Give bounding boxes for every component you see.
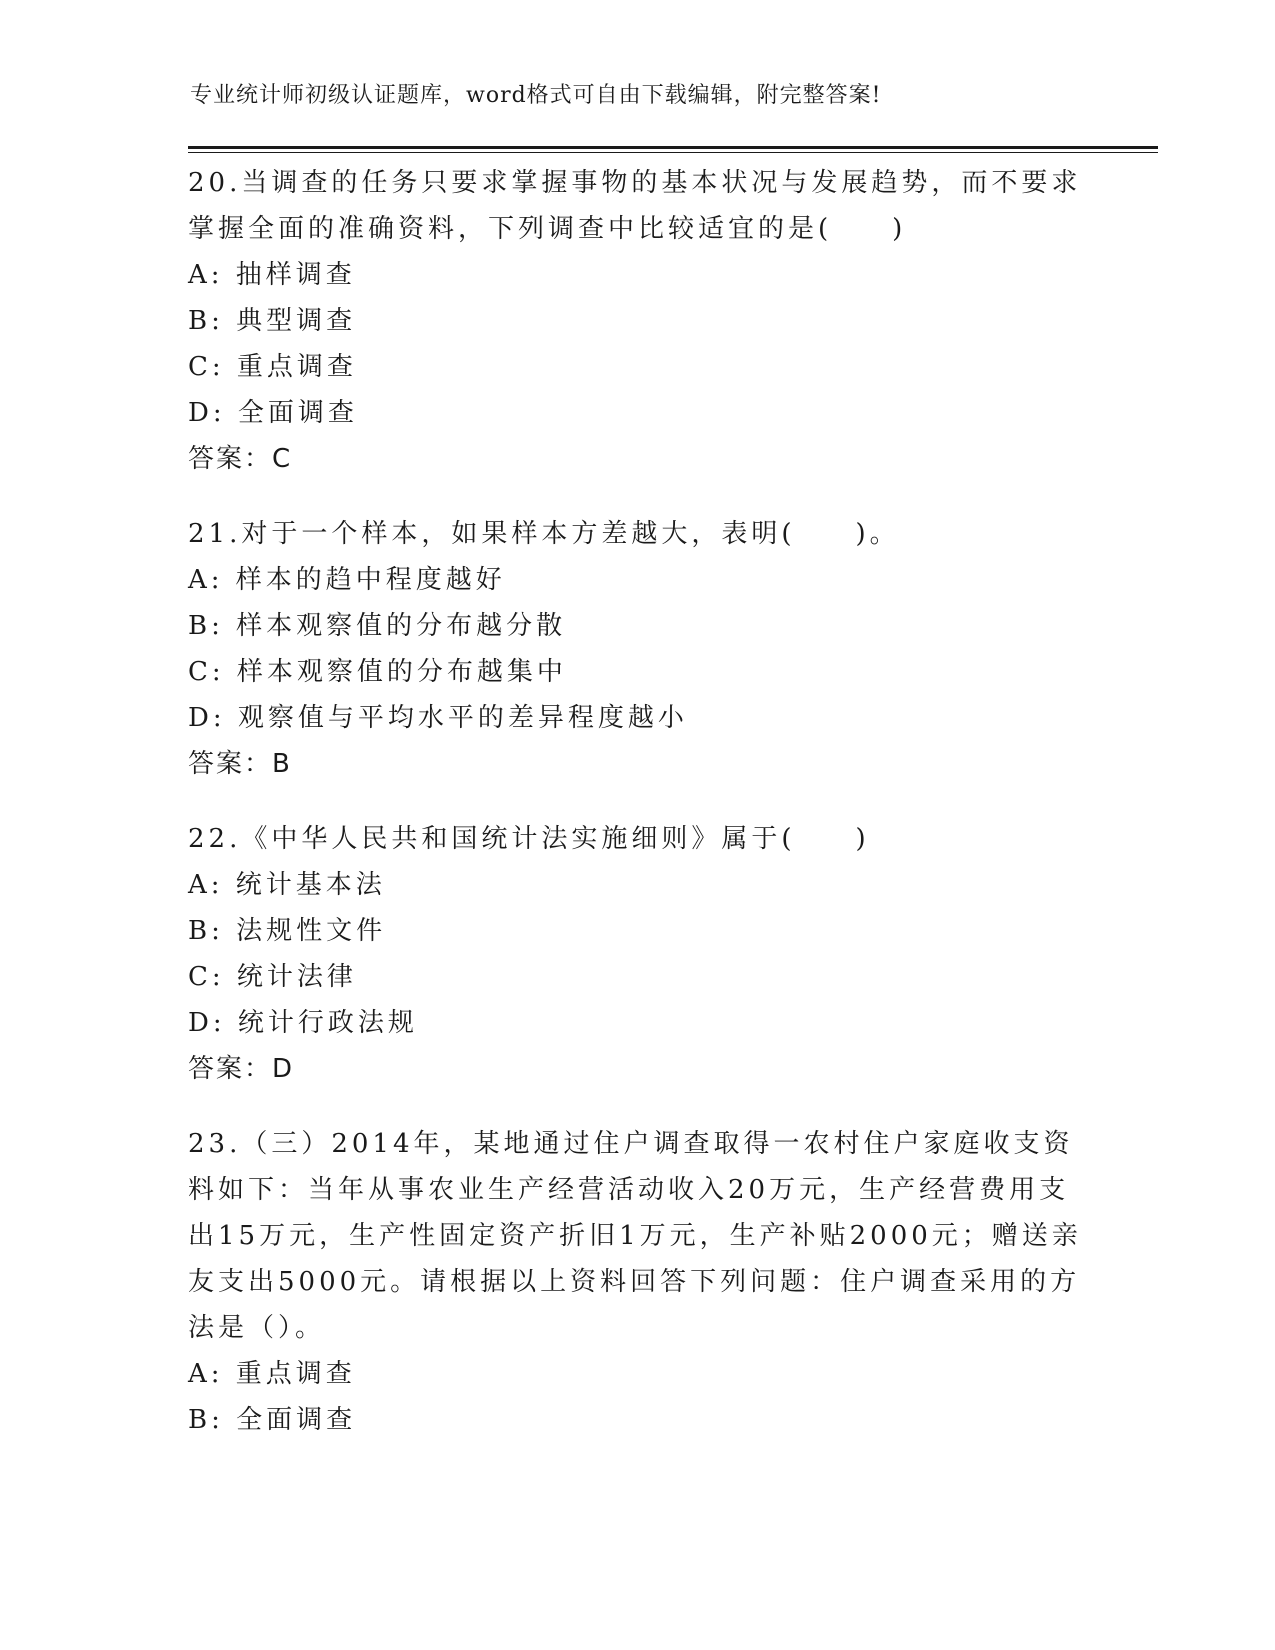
option-a: A: 抽样调查 bbox=[188, 260, 356, 290]
option-b: B: 全面调查 bbox=[188, 1405, 357, 1435]
question-stem: 23.（三）2014年，某地通过住户调查取得一农村住户家庭收支资料如下：当年从事农业生产经营活动收入20万元，生产经营费用支出15万元，生产性固定资产折旧1万元，生产补贴2000元；赠送亲友支出5000元。请根据以上资料回答下列问题：住户调查采用的方法是（）。 bbox=[188, 1129, 1082, 1343]
question-22 bbox=[188, 816, 1088, 1092]
question-23 bbox=[188, 1121, 1088, 1443]
option-b: B: 典型调查 bbox=[188, 306, 357, 336]
option-d: D: 观察值与平均水平的差异程度越小 bbox=[188, 703, 688, 733]
option-a: A: 统计基本法 bbox=[188, 870, 386, 900]
question-list bbox=[188, 160, 1088, 1472]
header-divider-thin bbox=[188, 152, 1158, 153]
option-c: C: 统计法律 bbox=[188, 962, 357, 992]
page-header: 专业统计师初级认证题库，word格式可自由下载编辑，附完整答案! bbox=[190, 83, 882, 108]
option-c: C: 样本观察值的分布越集中 bbox=[188, 657, 567, 687]
question-stem: 22.《中华人民共和国统计法实施细则》属于( ) bbox=[188, 824, 870, 854]
answer: 答案：C bbox=[188, 444, 293, 474]
option-c: C: 重点调查 bbox=[188, 352, 357, 382]
answer: 答案：B bbox=[188, 749, 292, 779]
question-21 bbox=[188, 511, 1088, 787]
option-a: A: 重点调查 bbox=[188, 1359, 356, 1389]
option-a: A: 样本的趋中程度越好 bbox=[188, 565, 506, 595]
answer: 答案：D bbox=[188, 1054, 295, 1084]
question-stem: 20.当调查的任务只要求掌握事物的基本状况与发展趋势，而不要求掌握全面的准确资料，下列调查中比较适宜的是( ) bbox=[188, 168, 1082, 244]
option-d: D: 统计行政法规 bbox=[188, 1008, 418, 1038]
question-20 bbox=[188, 160, 1088, 482]
question-stem: 21.对于一个样本，如果样本方差越大，表明( )。 bbox=[188, 519, 900, 549]
option-b: B: 样本观察值的分布越分散 bbox=[188, 611, 567, 641]
header-divider-thick bbox=[188, 146, 1158, 149]
option-b: B: 法规性文件 bbox=[188, 916, 387, 946]
option-d: D: 全面调查 bbox=[188, 398, 358, 428]
